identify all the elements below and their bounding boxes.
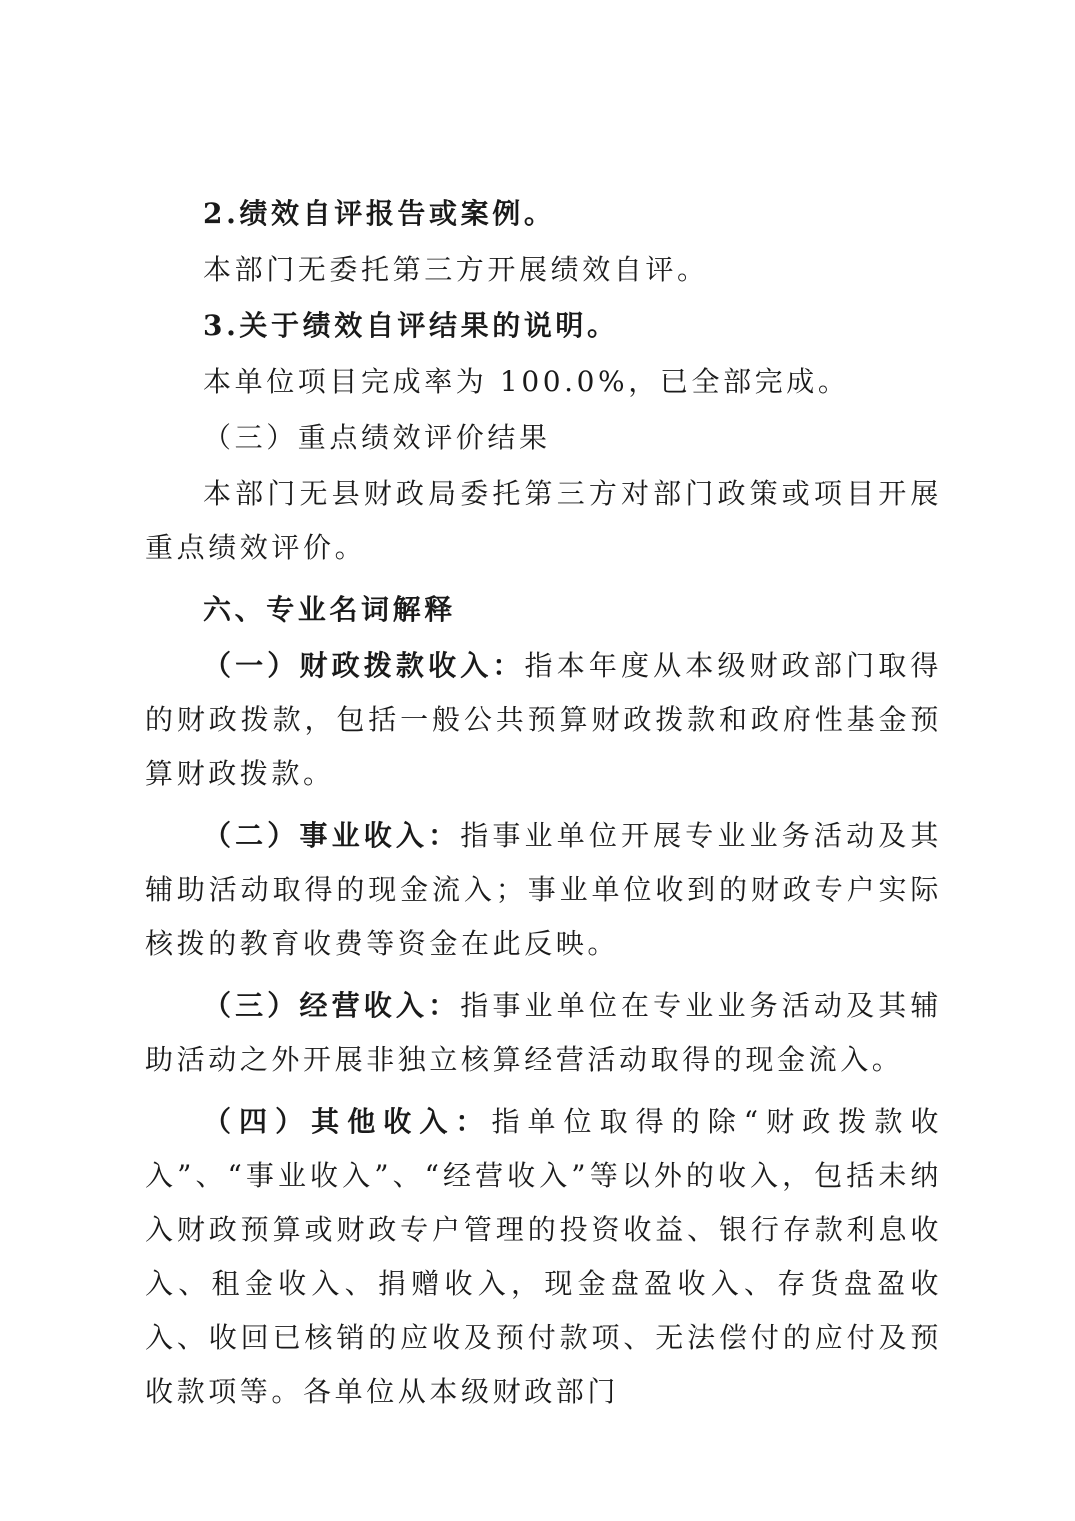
section-heading-glossary: 六、专业名词解释 <box>203 593 456 626</box>
glossary-term-definition: 指事业单位在专业业务活动及其辅助活动之外开展非独立核算经营活动取得的现金流入。 <box>145 989 942 1076</box>
glossary-item-fiscal-appropriation-income <box>145 639 942 801</box>
glossary-item-business-income <box>145 809 942 971</box>
glossary-term-label: （二）事业收入： <box>203 819 461 852</box>
document-page <box>145 187 942 1419</box>
glossary-term-definition: 指事业单位开展专业业务活动及其辅助活动取得的现金流入；事业单位收到的财政专户实际核拨的教育收费等资金在此反映。 <box>145 819 942 960</box>
glossary-term-label: （三）经营收入： <box>203 989 461 1022</box>
paragraph-completion-rate: 本单位项目完成率为 100.0%，已全部完成。 <box>203 365 850 398</box>
heading-self-evaluation-report: 2.绩效自评报告或案例。 <box>203 197 556 230</box>
paragraph-no-third-party-self-evaluation: 本部门无委托第三方开展绩效自评。 <box>203 253 709 286</box>
heading-key-evaluation-results: （三）重点绩效评价结果 <box>203 421 551 454</box>
glossary-term-definition: 指本年度从本级财政部门取得的财政拨款，包括一般公共预算财政拨款和政府性基金预算财政拨款。 <box>145 649 942 790</box>
glossary-term-label: （四）其他收入： <box>203 1105 492 1138</box>
heading-self-evaluation-result-note: 3.关于绩效自评结果的说明。 <box>203 309 619 342</box>
glossary-item-other-income <box>145 1095 942 1419</box>
glossary-term-label: （一）财政拨款收入： <box>203 649 525 682</box>
paragraph-no-key-evaluation: 本部门无县财政局委托第三方对部门政策或项目开展重点绩效评价。 <box>145 477 942 564</box>
glossary-term-definition: 指单位取得的除“财政拨款收入”、“事业收入”、“经营收入”等以外的收入，包括未纳入财政预算或财政专户管理的投资收益、银行存款利息收入、租金收入、捐赠收入，现金盘盈收入、存货盘盈收入、收回已核销的应收及预付款项、无法偿付的应付及预收款项等。各单位从本级财政部门 <box>145 1105 942 1408</box>
glossary-item-operating-income <box>145 979 942 1087</box>
